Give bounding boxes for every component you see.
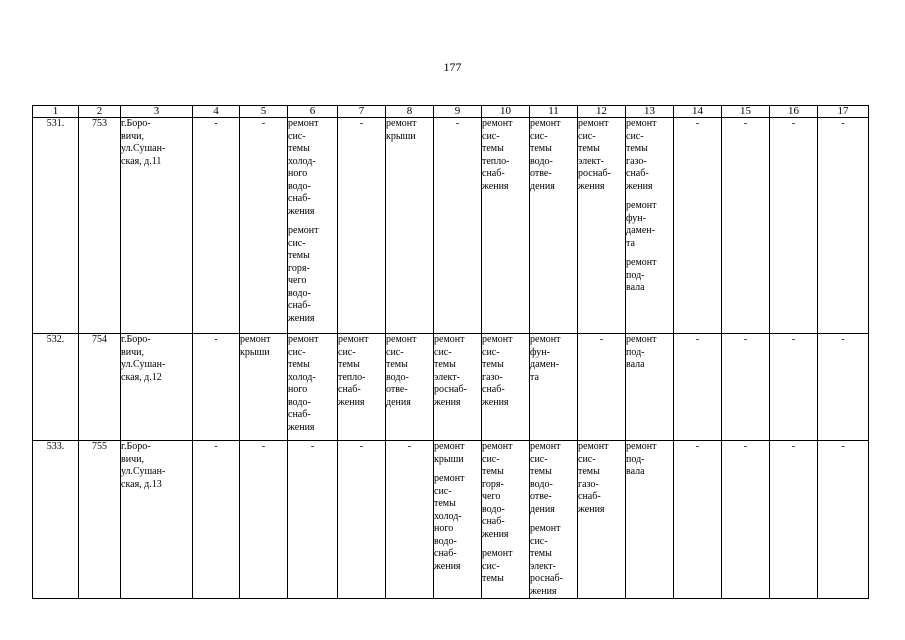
empty-cell (770, 441, 818, 599)
dash-mark: - (791, 441, 796, 452)
table-row (33, 334, 869, 441)
work-cell (530, 118, 578, 334)
row-number: 531. (33, 118, 79, 334)
empty-cell (193, 334, 240, 441)
dash-mark: - (743, 441, 748, 452)
empty-cell (674, 118, 722, 334)
work-cell (288, 118, 338, 334)
empty-cell (240, 441, 288, 599)
work-item: ремонт сис- темы водо- отве- дения (530, 441, 561, 515)
work-cell (482, 441, 530, 599)
dash-mark: - (455, 118, 460, 129)
work-item: ремонт сис- темы газо- снаб- жения (578, 441, 609, 515)
dash-mark: - (791, 334, 796, 345)
work-cell (530, 441, 578, 599)
empty-cell (193, 118, 240, 334)
column-header: 17 (818, 106, 869, 118)
empty-cell (722, 118, 770, 334)
dash-mark: - (841, 334, 845, 345)
object-code: 753 (79, 118, 121, 334)
table-row (33, 441, 869, 599)
repair-register-table (32, 105, 869, 599)
work-item: ремонт под- вала (626, 257, 657, 293)
work-cell (386, 334, 434, 441)
empty-cell (434, 118, 482, 334)
work-item: ремонт сис- темы газо- снаб- жения (482, 334, 513, 408)
column-header: 14 (674, 106, 722, 118)
address-cell: г.Боро- вичи, ул.Сушан- ская, д.13 (121, 441, 193, 599)
empty-cell (818, 118, 869, 334)
dash-mark: - (359, 441, 364, 452)
empty-cell (338, 441, 386, 599)
dash-mark: - (261, 118, 266, 129)
dash-mark: - (695, 118, 700, 129)
column-header: 12 (578, 106, 626, 118)
dash-mark: - (599, 334, 604, 345)
column-header: 5 (240, 106, 288, 118)
column-header: 11 (530, 106, 578, 118)
column-header: 1 (33, 106, 79, 118)
work-cell (386, 118, 434, 334)
work-cell (578, 118, 626, 334)
dash-mark: - (261, 441, 266, 452)
empty-cell (722, 334, 770, 441)
column-header: 6 (288, 106, 338, 118)
empty-cell (674, 441, 722, 599)
empty-cell (722, 441, 770, 599)
empty-cell (578, 334, 626, 441)
work-cell (482, 334, 530, 441)
row-number: 532. (33, 334, 79, 441)
column-header: 3 (121, 106, 193, 118)
empty-cell (288, 441, 338, 599)
work-item: ремонт крыши (434, 441, 465, 465)
work-item: ремонт сис- темы холод- ного водо- снаб- жения (288, 334, 319, 433)
column-header: 15 (722, 106, 770, 118)
dash-mark: - (310, 441, 315, 452)
work-cell (530, 334, 578, 441)
empty-cell (240, 118, 288, 334)
dash-mark: - (214, 441, 218, 452)
work-cell (288, 334, 338, 441)
table-body (33, 118, 869, 599)
row-number: 533. (33, 441, 79, 599)
work-item: ремонт крыши (386, 118, 417, 142)
work-item: ремонт сис- темы водо- отве- дения (386, 334, 417, 408)
work-item: ремонт сис- темы тепло- снаб- жения (482, 118, 513, 192)
address-cell: г.Боро- вичи, ул.Сушан- ская, д.11 (121, 118, 193, 334)
object-code: 754 (79, 334, 121, 441)
empty-cell (770, 118, 818, 334)
dash-mark: - (791, 118, 796, 129)
column-header: 2 (79, 106, 121, 118)
work-item: ремонт сис- темы тепло- снаб- жения (338, 334, 369, 408)
work-item: ремонт сис- темы элект- роснаб- жения (578, 118, 611, 192)
column-header: 7 (338, 106, 386, 118)
work-item: ремонт сис- темы газо- снаб- жения (626, 118, 657, 192)
empty-cell (338, 118, 386, 334)
work-item: ремонт сис- темы холод- ного водо- снаб- жения (434, 473, 465, 572)
column-header: 10 (482, 106, 530, 118)
dash-mark: - (359, 118, 364, 129)
column-header: 8 (386, 106, 434, 118)
table-row (33, 118, 869, 334)
column-header: 13 (626, 106, 674, 118)
work-item: ремонт сис- темы водо- отве- дения (530, 118, 561, 192)
empty-cell (386, 441, 434, 599)
dash-mark: - (743, 118, 748, 129)
dash-mark: - (841, 118, 845, 129)
column-header: 16 (770, 106, 818, 118)
work-item: ремонт под- вала (626, 441, 657, 477)
empty-cell (770, 334, 818, 441)
work-item: ремонт сис- темы (482, 548, 513, 584)
work-cell (626, 334, 674, 441)
dash-mark: - (695, 441, 700, 452)
dash-mark: - (407, 441, 412, 452)
header-row (33, 106, 869, 118)
work-item: ремонт сис- темы холод- ного водо- снаб- жения (288, 118, 319, 217)
work-cell (482, 118, 530, 334)
dash-mark: - (214, 118, 218, 129)
empty-cell (193, 441, 240, 599)
dash-mark: - (743, 334, 748, 345)
work-item: ремонт под- вала (626, 334, 657, 370)
work-item: ремонт сис- темы элект- роснаб- жения (530, 523, 563, 597)
work-item: ремонт крыши (240, 334, 271, 358)
dash-mark: - (214, 334, 218, 345)
work-cell (434, 334, 482, 441)
column-header: 9 (434, 106, 482, 118)
dash-mark: - (695, 334, 700, 345)
work-cell (626, 441, 674, 599)
empty-cell (818, 334, 869, 441)
empty-cell (674, 334, 722, 441)
work-cell (434, 441, 482, 599)
work-item: ремонт сис- темы горя- чего водо- снаб- жения (482, 441, 513, 540)
work-cell (240, 334, 288, 441)
empty-cell (818, 441, 869, 599)
work-item: ремонт фун- дамен- та (530, 334, 561, 383)
address-cell: г.Боро- вичи, ул.Сушан- ская, д.12 (121, 334, 193, 441)
work-cell (338, 334, 386, 441)
work-item: ремонт фун- дамен- та (626, 200, 657, 249)
work-item: ремонт сис- темы элект- роснаб- жения (434, 334, 467, 408)
column-header: 4 (193, 106, 240, 118)
work-cell (626, 118, 674, 334)
dash-mark: - (841, 441, 845, 452)
work-item: ремонт сис- темы горя- чего водо- снаб- жения (288, 225, 319, 324)
object-code: 755 (79, 441, 121, 599)
page-number: 177 (443, 60, 462, 74)
work-cell (578, 441, 626, 599)
